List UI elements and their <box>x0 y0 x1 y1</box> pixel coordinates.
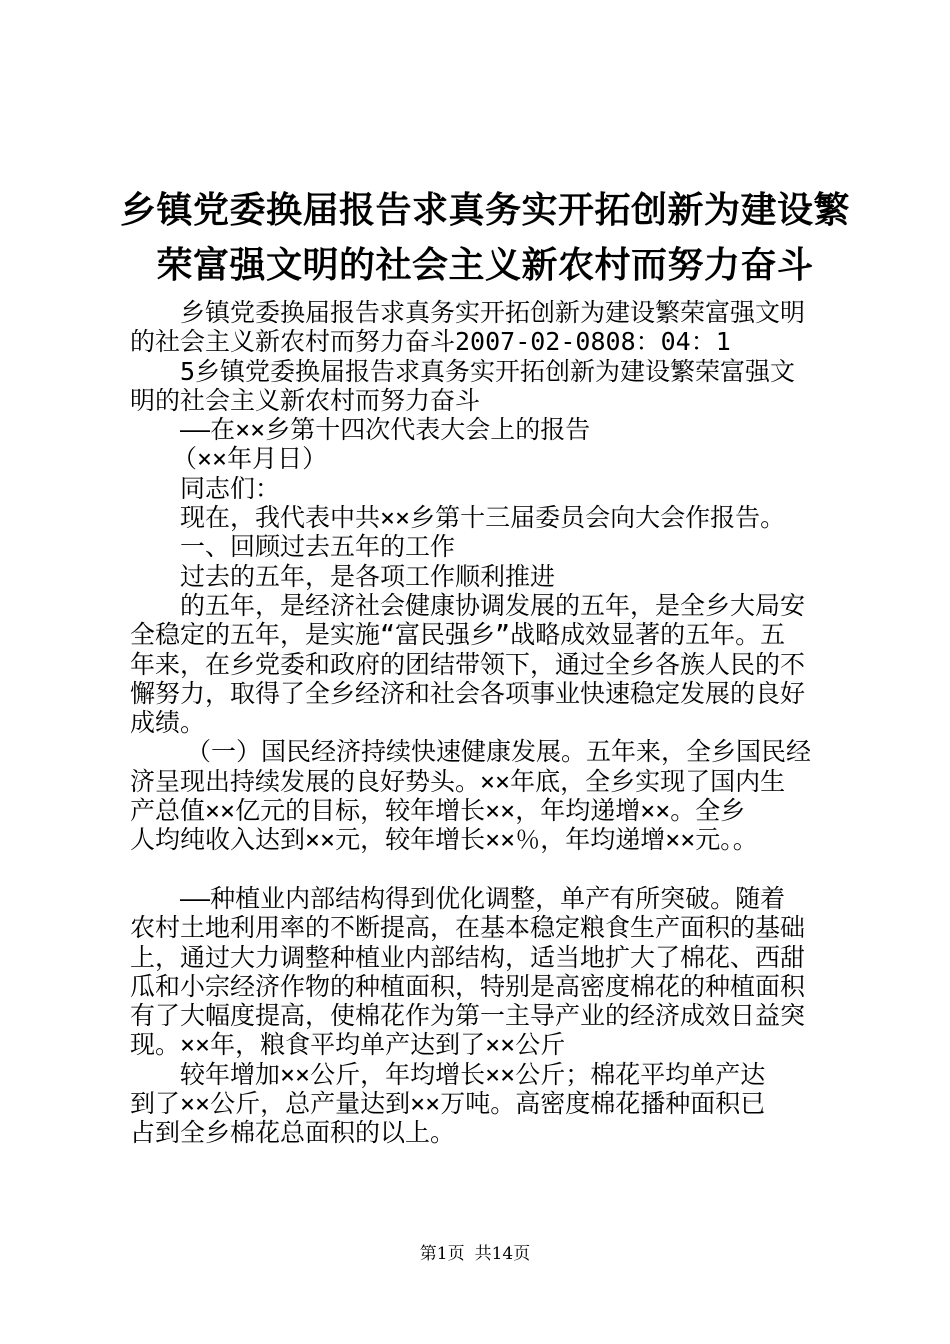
body-line: 同志们： <box>180 473 281 503</box>
page-total: 共14页 <box>474 1244 531 1264</box>
body-line: 现在，我代表中共××乡第十三届委员会向大会作报告。 <box>180 503 786 533</box>
body-line: 的社会主义新农村而努力奋斗2007-02-0808：04：1 <box>130 327 731 357</box>
body-line: 较年增加××公斤，年均增长××公斤；棉花平均单产达 <box>180 1059 766 1089</box>
body-line: 懈努力，取得了全乡经济和社会各项事业快速稳定发展的良好 <box>130 678 806 708</box>
page-footer <box>0 1243 950 1265</box>
title-line: 乡镇党委换届报告求真务实开拓创新为建设繁 <box>119 189 850 231</box>
body-line: 一、回顾过去五年的工作 <box>180 532 456 562</box>
body-line: ——在××乡第十四次代表大会上的报告 <box>180 415 591 445</box>
body-line: 现。××年，粮食平均单产达到了××公斤 <box>130 1030 566 1060</box>
page-number: 第1页 <box>419 1244 465 1264</box>
body-line: 农村土地利用率的不断提高，在基本稳定粮食生产面积的基础 <box>130 913 806 943</box>
body-line: 上，通过大力调整种植业内部结构，适当地扩大了棉花、西甜 <box>130 942 806 972</box>
body-line: 全稳定的五年，是实施“富民强乡”战略成效显著的五年。五 <box>130 620 786 650</box>
body-line: 产总值××亿元的目标，较年增长××，年均递增××。全乡 <box>130 796 746 826</box>
body-line: 过去的五年，是各项工作顺利推进 <box>180 561 556 591</box>
body-line: 济呈现出持续发展的良好势头。××年底，全乡实现了国内生 <box>130 766 786 796</box>
body-blank-line <box>130 855 850 884</box>
body-line: 人均纯收入达到××元，较年增长××％，年均递增××元。。 <box>130 825 758 855</box>
document-body <box>130 298 850 1148</box>
body-line: 有了大幅度提高，使棉花作为第一主导产业的经济成效日益突 <box>130 1001 806 1031</box>
document-title <box>100 183 870 293</box>
body-line: 明的社会主义新农村而努力奋斗 <box>130 385 481 415</box>
title-line: 荣富强文明的社会主义新农村而努力奋斗 <box>156 244 814 286</box>
body-line: （一）国民经济持续快速健康发展。五年来，全乡国民经 <box>186 737 812 767</box>
body-line: ——种植业内部结构得到优化调整，单产有所突破。随着 <box>180 883 786 913</box>
body-line: （××年月日） <box>172 444 328 474</box>
body-line: 的五年，是经济社会健康协调发展的五年，是全乡大局安 <box>180 590 806 620</box>
body-line: 年来，在乡党委和政府的团结带领下，通过全乡各族人民的不 <box>130 649 806 679</box>
body-line: 乡镇党委换届报告求真务实开拓创新为建设繁荣富强文明 <box>180 298 806 327</box>
body-line: 占到全乡棉花总面积的以上。 <box>130 1118 456 1148</box>
body-line: 5乡镇党委换届报告求真务实开拓创新为建设繁荣富强文 <box>180 356 796 386</box>
body-line: 成绩。 <box>130 708 206 738</box>
body-line: 到了××公斤，总产量达到××万吨。高密度棉花播种面积已 <box>130 1089 766 1119</box>
body-line: 瓜和小宗经济作物的种植面积，特别是高密度棉花的种植面积 <box>130 971 806 1001</box>
